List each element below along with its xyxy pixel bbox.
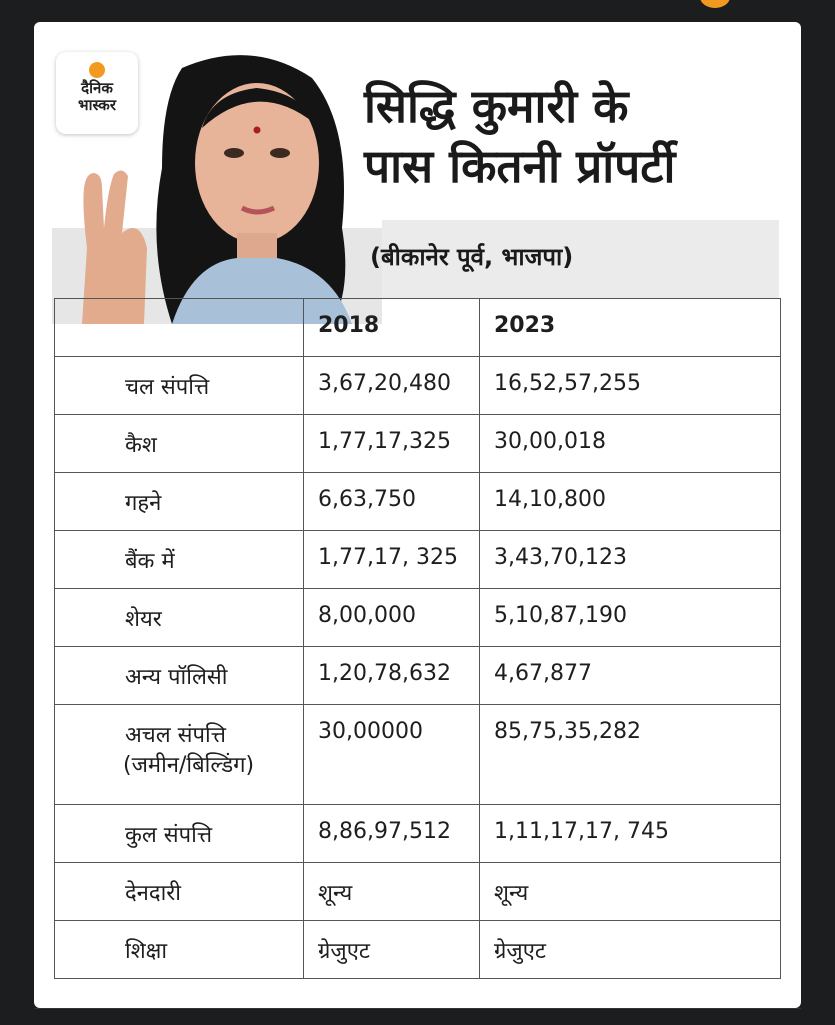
value-2023: 16,52,57,255 (480, 357, 781, 415)
value-2023: शून्य (480, 863, 781, 921)
value-2023: 4,67,877 (480, 647, 781, 705)
logo-sun-icon (89, 62, 105, 78)
value-2023: 30,00,018 (480, 415, 781, 473)
table-row (55, 473, 781, 531)
bottom-strip (34, 1008, 801, 1025)
row-label: चल संपत्ति (55, 357, 304, 415)
table-row (55, 357, 781, 415)
value-2018: 1,20,78,632 (304, 647, 480, 705)
constituency-party-subtitle: (बीकानेर पूर्व, भाजपा) (370, 243, 574, 271)
logo-text-line2: भास्कर (78, 96, 116, 114)
value-2018: ग्रेजुएट (304, 921, 480, 979)
table-row (55, 863, 781, 921)
value-2018: 6,63,750 (304, 473, 480, 531)
row-label: अन्य पॉलिसी (55, 647, 304, 705)
table-row (55, 415, 781, 473)
row-label-line2: (जमीन/बिल्डिंग) (123, 753, 255, 778)
row-label (55, 705, 304, 805)
headline-line-1: सिद्धि कुमारी के (364, 79, 629, 133)
header-2018: 2018 (304, 299, 480, 357)
table-row (55, 589, 781, 647)
headline (364, 76, 784, 196)
value-2023: 1,11,17,17, 745 (480, 805, 781, 863)
value-2023: 14,10,800 (480, 473, 781, 531)
property-table (54, 298, 781, 979)
value-2023: 85,75,35,282 (480, 705, 781, 805)
table-row (55, 705, 781, 805)
row-label: शेयर (55, 589, 304, 647)
value-2018: 30,00000 (304, 705, 480, 805)
row-label: शिक्षा (55, 921, 304, 979)
table-row (55, 805, 781, 863)
header-2023: 2023 (480, 299, 781, 357)
headline-line-2: पास कितनी प्रॉपर्टी (364, 139, 676, 193)
value-2018: 3,67,20,480 (304, 357, 480, 415)
value-2023: 5,10,87,190 (480, 589, 781, 647)
row-label: कैश (55, 415, 304, 473)
row-label: बैंक में (55, 531, 304, 589)
dainik-bhaskar-logo (56, 52, 138, 134)
value-2018: 8,00,000 (304, 589, 480, 647)
value-2018: 1,77,17, 325 (304, 531, 480, 589)
value-2018: 8,86,97,512 (304, 805, 480, 863)
row-label-line1: अचल संपत्ति (125, 723, 226, 748)
value-2023: 3,43,70,123 (480, 531, 781, 589)
notification-dot (700, 0, 730, 8)
value-2018: शून्य (304, 863, 480, 921)
infographic-card (34, 22, 801, 1008)
header-empty (55, 299, 304, 357)
row-label: गहने (55, 473, 304, 531)
value-2018: 1,77,17,325 (304, 415, 480, 473)
table-header-row (55, 299, 781, 357)
table-row (55, 921, 781, 979)
row-label: कुल संपत्ति (55, 805, 304, 863)
row-label: देनदारी (55, 863, 304, 921)
value-2023: ग्रेजुएट (480, 921, 781, 979)
table-row (55, 647, 781, 705)
table-row (55, 531, 781, 589)
logo-text-line1: दैनिक (81, 79, 113, 97)
